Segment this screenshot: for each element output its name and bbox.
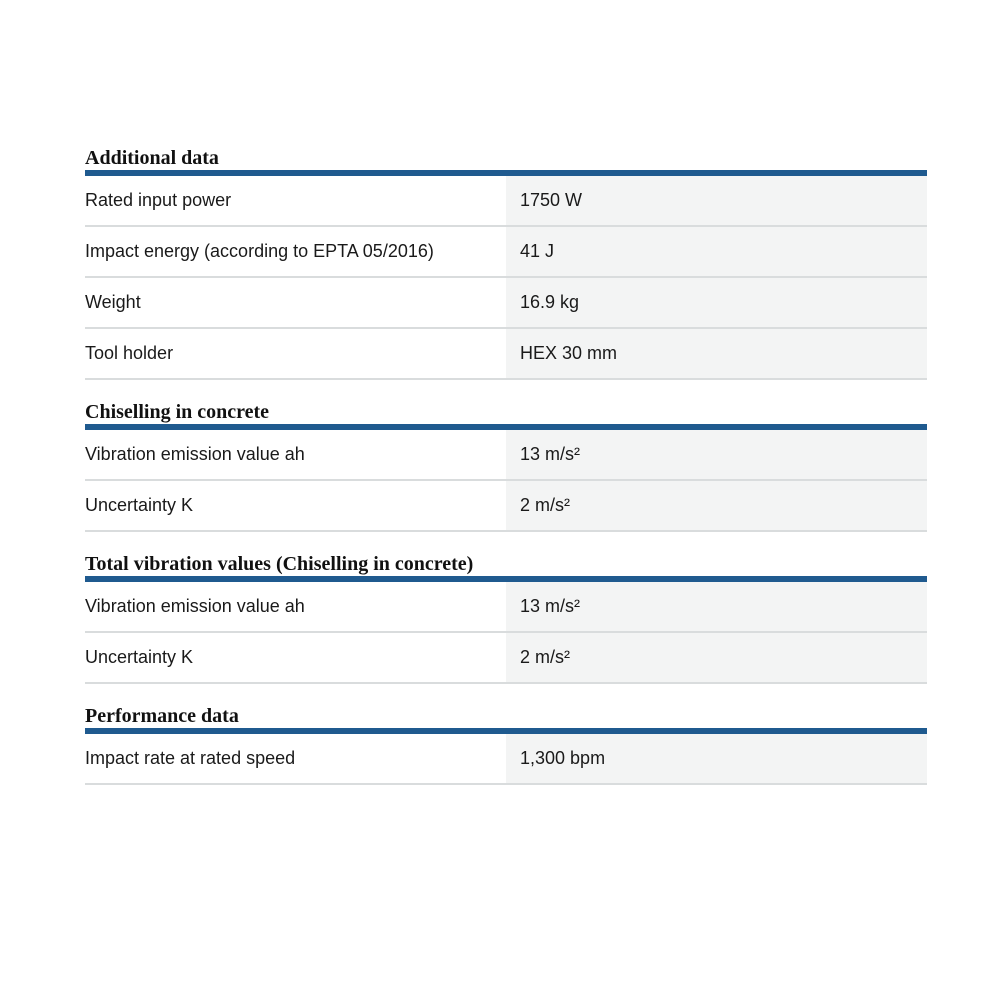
- section-chiselling-in-concrete: [85, 394, 927, 532]
- spec-row: [85, 734, 927, 785]
- section-title: Chiselling in concrete: [85, 401, 270, 423]
- spec-label: Vibration emission value ah: [85, 444, 305, 464]
- spec-label: Rated input power: [85, 190, 232, 210]
- spec-value: 2 m/s²: [506, 481, 927, 530]
- spec-value: HEX 30 mm: [506, 329, 927, 378]
- spec-value: 13 m/s²: [506, 582, 927, 631]
- spec-row: [85, 430, 927, 481]
- spec-label: Impact energy (according to EPTA 05/2016): [85, 241, 434, 261]
- spec-row: [85, 481, 927, 532]
- spec-row: [85, 582, 927, 633]
- spec-label: Weight: [85, 292, 141, 312]
- section-total-vibration-values: [85, 546, 927, 684]
- spec-label: Uncertainty K: [85, 647, 194, 667]
- spec-row: [85, 633, 927, 684]
- spec-row: [85, 176, 927, 227]
- spec-value: 41 J: [506, 227, 927, 276]
- section-performance-data: [85, 698, 927, 785]
- spec-value: 1,300 bpm: [506, 734, 927, 783]
- spec-value: 2 m/s²: [506, 633, 927, 682]
- spec-label: Vibration emission value ah: [85, 596, 305, 616]
- spec-row: [85, 227, 927, 278]
- spec-label: Impact rate at rated speed: [85, 748, 296, 768]
- section-additional-data: [85, 140, 927, 380]
- spec-value: 16.9 kg: [506, 278, 927, 327]
- spec-row: [85, 278, 927, 329]
- spec-value: 13 m/s²: [506, 430, 927, 479]
- spec-sheet: [85, 140, 927, 785]
- section-title: Additional data: [85, 147, 219, 169]
- spec-value: 1750 W: [506, 176, 927, 225]
- spec-label: Uncertainty K: [85, 495, 194, 515]
- section-title: Performance data: [85, 705, 239, 727]
- section-title: Total vibration values (Chiselling in concrete): [85, 553, 474, 575]
- spec-label: Tool holder: [85, 343, 174, 363]
- spec-row: [85, 329, 927, 380]
